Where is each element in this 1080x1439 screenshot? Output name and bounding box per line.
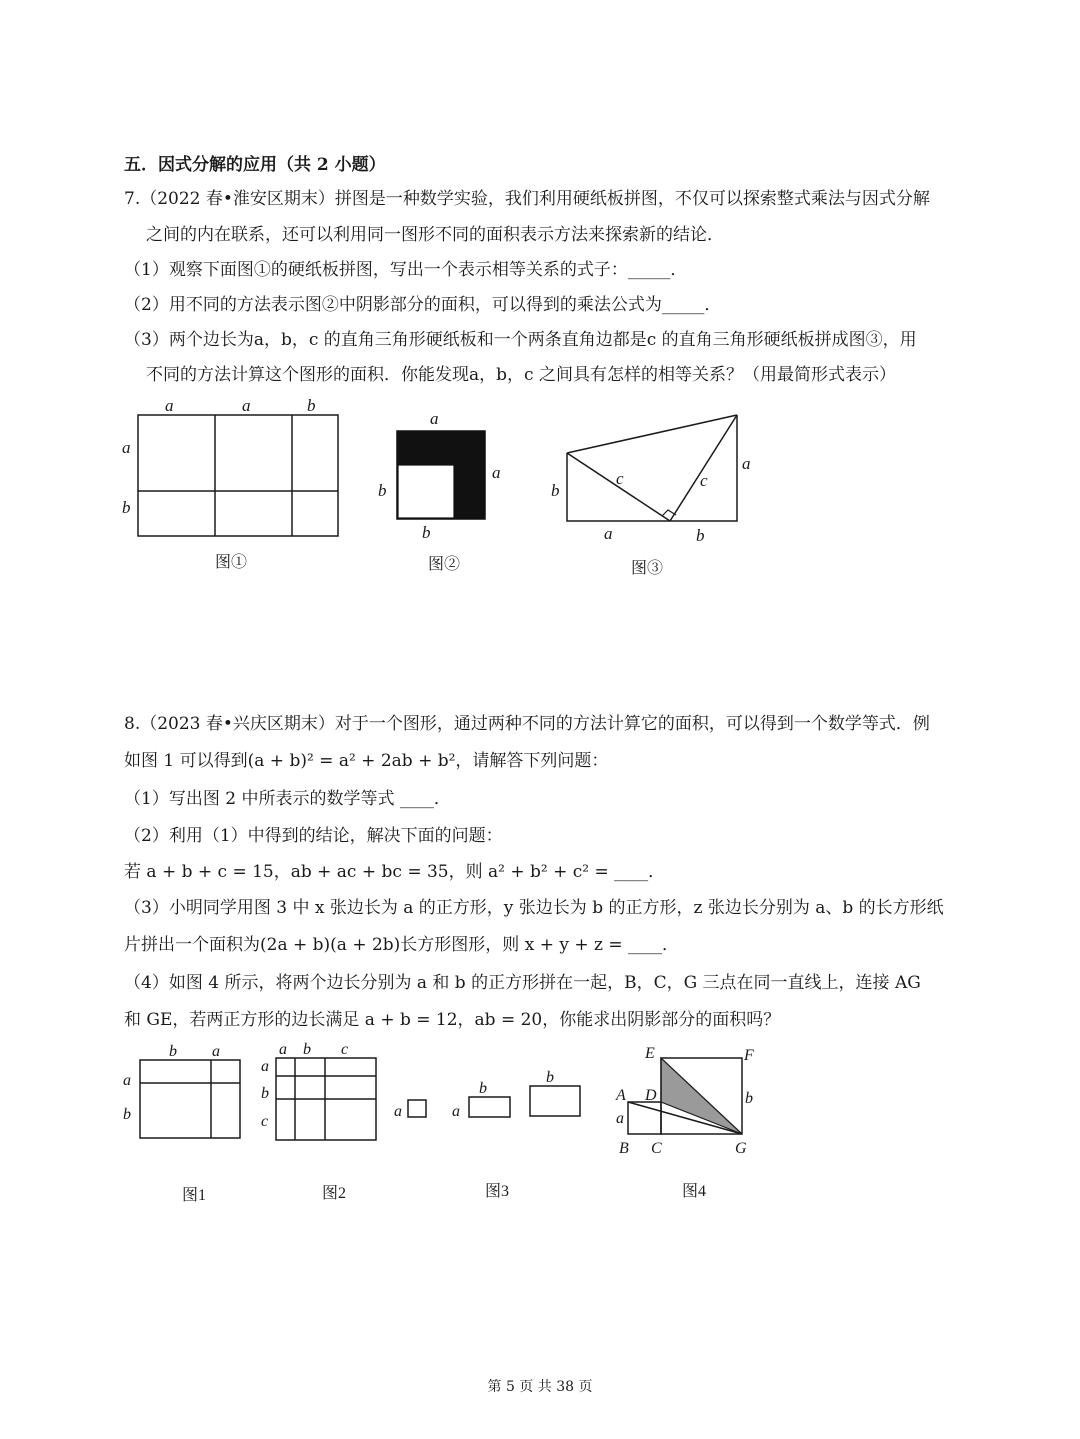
q8-part3-line1: （3）小明同学用图 3 中 x 张边长为 a 的正方形，y 张边长为 b 的正方形，z 张边长分别为 a、b 的长方形纸 xyxy=(124,898,944,918)
q8-fig4-G: G xyxy=(735,1140,747,1157)
q8-figures xyxy=(110,1038,990,1213)
q8-fig2-caption: 图2 xyxy=(322,1185,347,1202)
q8-line1: 8.（2023 春•兴庆区期末）对于一个图形，通过两种不同的方法计算它的面积，可以得到一个数学等式．例 xyxy=(124,714,930,734)
q8-line2: 如图 1 可以得到(a + b)² = a² + 2ab + b²，请解答下列问题： xyxy=(124,751,609,771)
q8-fig3-caption: 图3 xyxy=(485,1183,510,1200)
q8-fig1-left-b: b xyxy=(123,1106,131,1123)
q7-line2: 之间的内在联系，还可以利用同一图形不同的面积表示方法来探索新的结论． xyxy=(146,225,724,245)
q7-fig2-right: a xyxy=(492,463,501,482)
page-footer: 第 5 页 共 38 页 xyxy=(487,1379,593,1395)
q8-fig1-left-a: a xyxy=(123,1072,131,1089)
q8-fig4-D: D xyxy=(645,1087,657,1104)
q8-fig4-F: F xyxy=(744,1047,754,1064)
q8-fig3-rect-left: a xyxy=(452,1103,460,1120)
section-title: 五．因式分解的应用（共 2 小题） xyxy=(124,155,386,175)
q7-fig1-top-a2: a xyxy=(242,396,251,415)
q7-part3-line1: （3）两个边长为a，b，c 的直角三角形硬纸板和一个两条直角边都是c 的直角三角形硬纸板拼成图③，用 xyxy=(124,330,917,350)
q8-part4-line1: （4）如图 4 所示，将两个边长分别为 a 和 b 的正方形拼在一起，B，C，G 三点在同一直线上，连接 AG xyxy=(124,973,921,993)
q8-fig2-top-c: c xyxy=(341,1041,349,1058)
q8-fig2 xyxy=(276,1058,376,1140)
q7-fig2-caption: 图② xyxy=(428,556,461,573)
q7-fig3 xyxy=(567,415,737,521)
q8-fig1-caption: 图1 xyxy=(182,1187,207,1204)
q8-fig4-caption: 图4 xyxy=(682,1183,707,1200)
q8-part2: （2）利用（1）中得到的结论，解决下面的问题： xyxy=(124,826,503,846)
q8-fig1 xyxy=(140,1060,240,1138)
q8-fig3 xyxy=(408,1086,580,1117)
q7-fig3-hyp2: c xyxy=(700,471,708,490)
q8-fig2-top-a: a xyxy=(279,1041,287,1058)
q7-fig2-bottom: b xyxy=(422,523,431,542)
q8-fig1-top-b: b xyxy=(169,1043,177,1060)
q7-line1: 7.（2022 春•淮安区期末）拼图是一种数学实验，我们利用硬纸板拼图，不仅可以探索整式乘法与因式分解 xyxy=(124,189,930,209)
q7-fig1-left-b: b xyxy=(122,498,131,517)
q7-part1: （1）观察下面图①的硬纸板拼图，写出一个表示相等关系的式子：_____． xyxy=(124,260,688,280)
q8-fig2-top-b: b xyxy=(303,1041,311,1058)
q8-fig4-E: E xyxy=(645,1045,655,1062)
q7-part2: （2）用不同的方法表示图②中阴影部分的面积，可以得到的乘法公式为_____． xyxy=(124,295,722,315)
q8-part2-line2: 若 a + b + c = 15，ab + ac + bc = 35，则 a² + b² + c² = ____． xyxy=(124,862,666,882)
q7-fig3-bottom-b: b xyxy=(696,526,705,545)
q8-fig1-top-a: a xyxy=(212,1043,220,1060)
q7-fig3-left: b xyxy=(551,481,560,500)
q7-fig2-top: a xyxy=(430,409,439,428)
q8-fig4-b: b xyxy=(745,1090,753,1107)
q7-fig1-caption: 图① xyxy=(215,554,248,571)
q7-figures xyxy=(110,395,990,595)
q7-fig2 xyxy=(397,431,485,519)
q8-fig4-B: B xyxy=(619,1140,629,1157)
q8-fig4-a: a xyxy=(616,1110,624,1127)
q7-fig1-top-b: b xyxy=(307,396,316,415)
q8-fig2-left-b: b xyxy=(261,1085,269,1102)
q8-part1: （1）写出图 2 中所表示的数学等式 ____． xyxy=(124,789,451,809)
q8-part3-line2: 片拼出一个面积为(2a + b)(a + 2b)长方形图形，则 x + y + z = ____． xyxy=(124,935,680,955)
q8-fig3-sq-b: b xyxy=(546,1069,554,1086)
q7-fig1-left-a: a xyxy=(122,438,131,457)
q8-fig4-C: C xyxy=(651,1140,662,1157)
q8-part4-line2: 和 GE，若两正方形的边长满足 a + b = 12，ab = 20，你能求出阴影部分的面积吗？ xyxy=(124,1010,781,1030)
q7-fig3-right: a xyxy=(742,454,751,473)
q8-fig2-left-c: c xyxy=(261,1113,269,1130)
q7-fig2-left: b xyxy=(378,481,387,500)
q7-fig3-bottom-a: a xyxy=(604,524,613,543)
q8-fig3-sq-a: a xyxy=(394,1103,402,1120)
q8-fig3-rect-top: b xyxy=(479,1080,487,1097)
q8-fig2-left-a: a xyxy=(261,1058,269,1075)
q7-fig3-caption: 图③ xyxy=(631,560,664,577)
q7-fig3-hyp1: c xyxy=(616,469,624,488)
q7-fig1-top-a1: a xyxy=(165,396,174,415)
q8-fig4-A: A xyxy=(616,1087,626,1104)
q7-fig1 xyxy=(138,415,338,536)
q7-part3-line2: 不同的方法计算这个图形的面积．你能发现a，b，c 之间具有怎样的相等关系？（用最简形式表示） xyxy=(146,365,896,385)
